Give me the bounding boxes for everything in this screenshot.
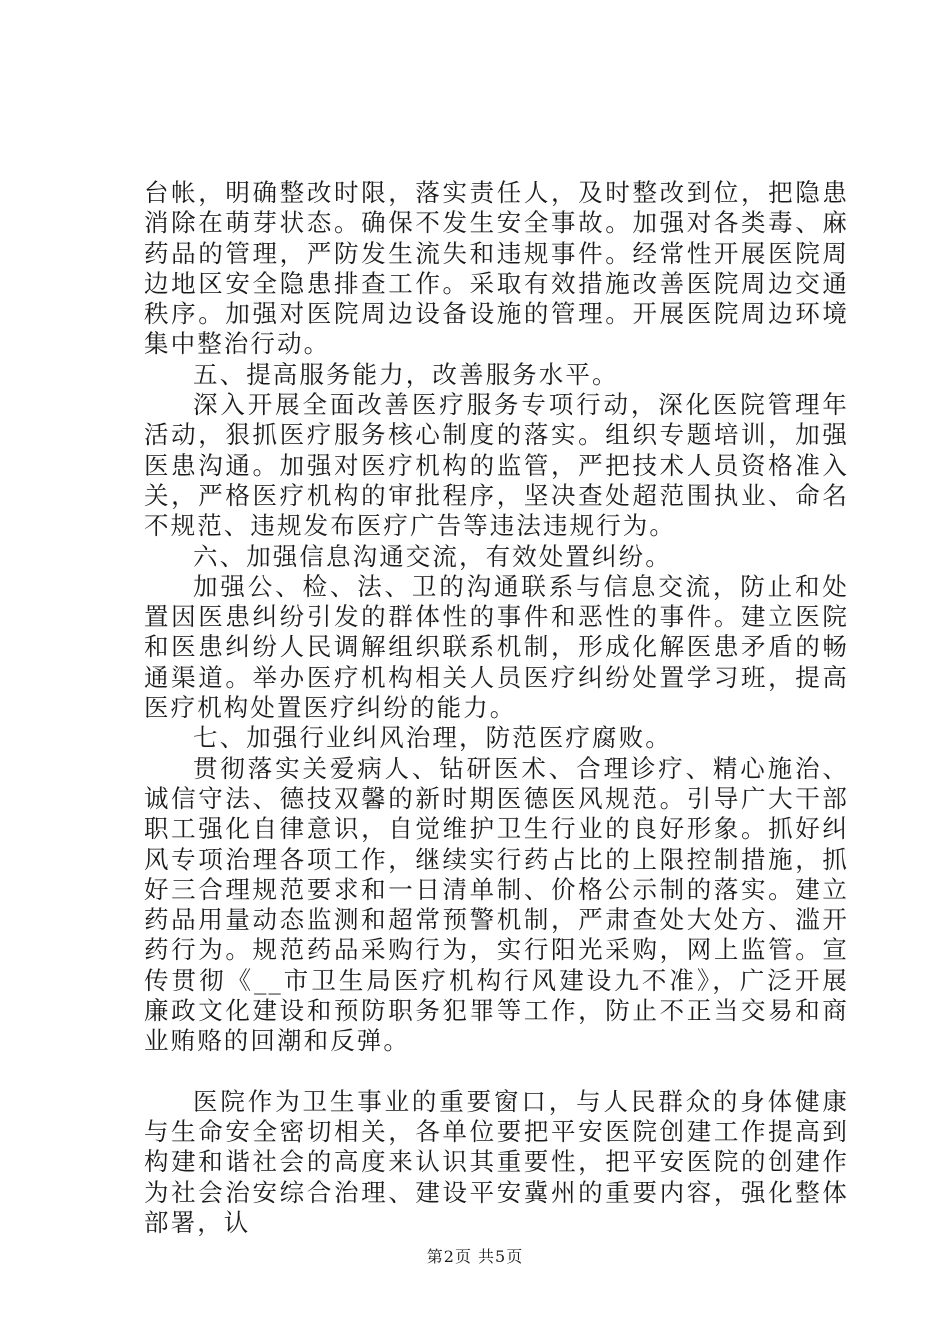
paragraph-continuation: 台帐，明确整改时限，落实责任人，及时整改到位，把隐患消除在萌芽状态。确保不发生安全事故。加强对各类毒、麻药品的管理，严防发生流失和违规事件。经常性开展医院周边地区安全隐患排查工作。采取有效措施改善医院周边交通秩序。加强对医院周边设备设施的管理。开展医院周边环境集中整治行动。: [144, 178, 849, 359]
section-heading-seven: 七、加强行业纠风治理，防范医疗腐败。: [193, 723, 672, 753]
paragraph-conduct: 贯彻落实关爱病人、钻研医术、合理诊疗、精心施治、诚信守法、德技双馨的新时期医德医风规范。引导广大干部职工强化自律意识，自觉维护卫生行业的良好形象。抓好纠风专项治理各项工作，继续实行药占比的上限控制措施，抓好三合理规范要求和一日清单制、价格公示制的落实。建立药品用量动态监测和超常预警机制，严肃查处大处方、滥开药行为。规范药品采购行为，实行阳光采购，网上监管。宣传贯彻《__市卫生局医疗机构行风建设九不准》，广泛开展廉政文化建设和预防职务犯罪等工作，防止不正当交易和商业贿赂的回潮和反弹。: [144, 753, 849, 1056]
paragraph-spacer: [144, 1057, 849, 1087]
document-body: [144, 178, 849, 1238]
paragraph-disputes: 加强公、检、法、卫的沟通联系与信息交流，防止和处置因医患纠纷引发的群体性的事件和恶性的事件。建立医院和医患纠纷人民调解组织联系机制，形成化解医患矛盾的畅通渠道。举办医疗机构相关人员医疗纠纷处置学习班，提高医疗机构处置医疗纠纷的能力。: [144, 571, 849, 723]
section-heading-five: 五、提高服务能力，改善服务水平。: [193, 359, 619, 389]
page-number-footer: 第2页 共5页: [426, 1247, 524, 1266]
section-heading-six: 六、加强信息沟通交流，有效处置纠纷。: [193, 541, 672, 571]
paragraph-service: 深入开展全面改善医疗服务专项行动，深化医院管理年活动，狠抓医疗服务核心制度的落实。组织专题培训，加强医患沟通。加强对医疗机构的监管，严把技术人员资格准入关，严格医疗机构的审批程序，坚决查处超范围执业、命名不规范、违规发布医疗广告等违法违规行为。: [144, 390, 849, 541]
paragraph-conclusion: 医院作为卫生事业的重要窗口，与人民群众的身体健康与生命安全密切相关，各单位要把平安医院创建工作提高到构建和谐社会的高度来认识其重要性，把平安医院的创建作为社会治安综合治理、建设平安冀州的重要内容，强化整体部署，认: [144, 1086, 849, 1237]
